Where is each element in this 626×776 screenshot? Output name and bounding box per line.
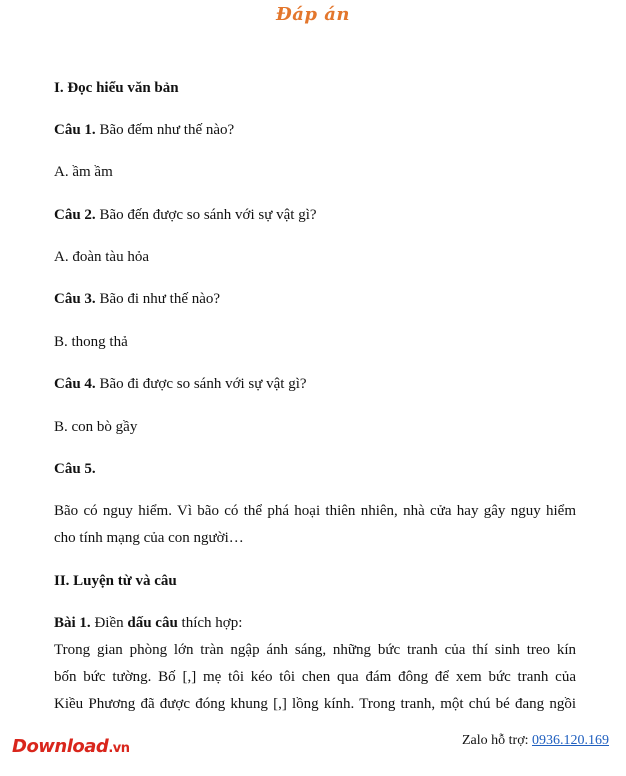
section-heading-vocabulary: II. Luyện từ và câu bbox=[54, 573, 177, 589]
answer-4: B. con bò gầy bbox=[54, 419, 138, 435]
support-label: Zalo hỗ trợ: bbox=[462, 733, 532, 748]
answer-3: B. thong thả bbox=[54, 334, 128, 350]
paragraph-line-1: Trong gian phòng lớn tràn ngập ánh sáng, những bức tranh của thí sinh treo kín bbox=[54, 642, 576, 658]
exercise-1-heading bbox=[54, 614, 242, 632]
exercise-1-label: Bài 1. bbox=[54, 615, 91, 631]
logo-suffix-text: .vn bbox=[108, 741, 130, 756]
question-4-text: Bão đi được so sánh với sự vật gì? bbox=[95, 376, 307, 392]
answer-1: A. ầm ầm bbox=[54, 164, 113, 180]
question-2-text: Bão đến được so sánh với sự vật gì? bbox=[95, 207, 317, 223]
section-heading-reading: I. Đọc hiểu văn bản bbox=[54, 80, 179, 96]
question-4-label: Câu 4. bbox=[54, 376, 96, 392]
answer-5-line-1: Bão có nguy hiểm. Vì bão có thể phá hoại thiên nhiên, nhà cửa hay gây nguy hiểm bbox=[54, 503, 576, 519]
support-contact bbox=[462, 733, 609, 749]
question-3-text: Bão đi như thế nào? bbox=[95, 291, 221, 307]
page-title: Đáp án bbox=[276, 4, 350, 25]
question-1-label: Câu 1. bbox=[54, 122, 96, 138]
support-phone-link[interactable]: 0936.120.169 bbox=[532, 733, 609, 748]
logo-main-text: Download bbox=[12, 736, 109, 757]
question-5-label: Câu 5. bbox=[54, 461, 96, 477]
question-1 bbox=[54, 121, 234, 139]
question-4 bbox=[54, 375, 307, 393]
question-3 bbox=[54, 290, 220, 308]
answer-5-line-2: cho tính mạng của con người… bbox=[54, 530, 244, 546]
question-1-text: Bão đếm như thế nào? bbox=[95, 122, 235, 138]
exercise-1-text-bold: dấu câu bbox=[127, 615, 178, 631]
question-3-label: Câu 3. bbox=[54, 291, 96, 307]
exercise-1-text-b: thích hợp: bbox=[177, 615, 243, 631]
question-2 bbox=[54, 206, 317, 224]
download-logo[interactable] bbox=[12, 736, 130, 757]
answer-2: A. đoàn tàu hỏa bbox=[54, 249, 149, 265]
question-2-label: Câu 2. bbox=[54, 207, 96, 223]
paragraph-line-2: bốn bức tường. Bố [,] mẹ tôi kéo tôi chen qua đám đông để xem bức tranh của bbox=[54, 669, 576, 685]
exercise-1-text-a: Điền bbox=[90, 615, 128, 631]
paragraph-line-3: Kiều Phương đã được đóng khung [,] lồng kính. Trong tranh, một chú bé đang ngồi bbox=[54, 696, 576, 712]
